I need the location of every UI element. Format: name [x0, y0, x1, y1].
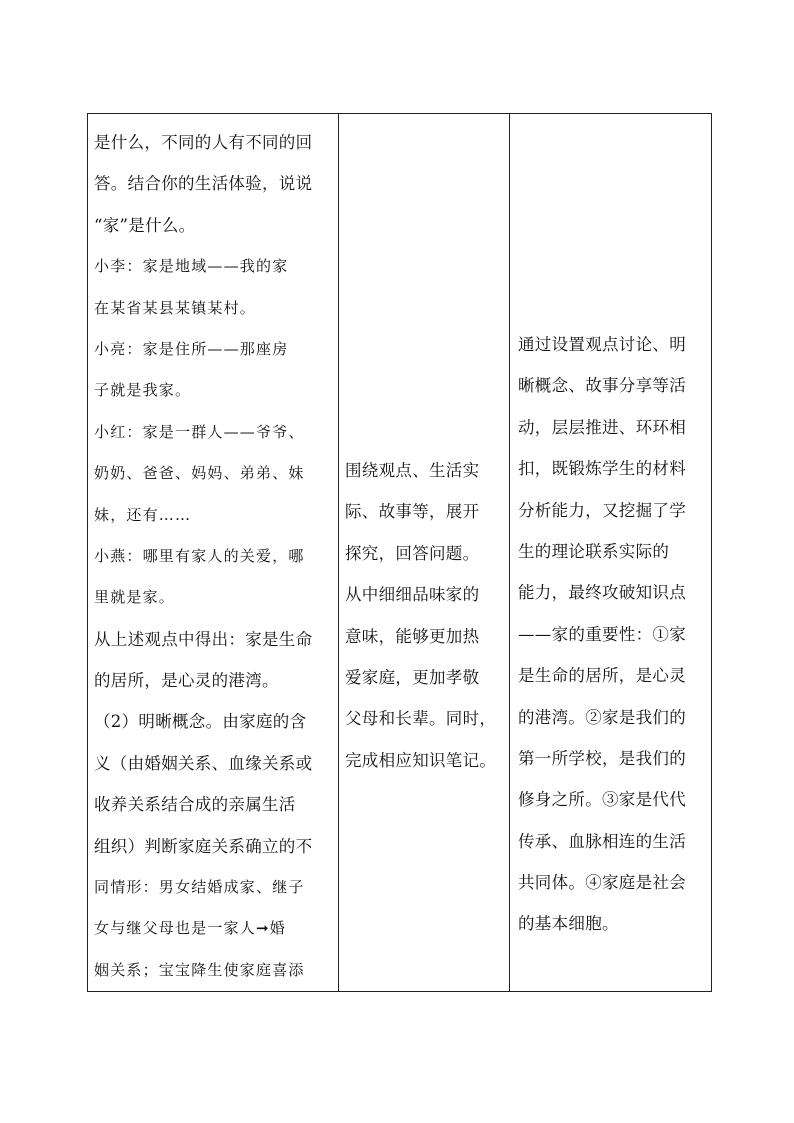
text-line: 妹，还有…… [94, 505, 192, 524]
text-line: 从中细细品味家的 [345, 585, 480, 605]
text-line: 小亮：家是住所——那座房 [94, 339, 289, 358]
text-line: “家”是什么。 [94, 215, 196, 235]
text-line: 能力，最终攻破知识点 [518, 583, 686, 603]
text-line: （2）明晰概念。由家庭的含 [94, 712, 307, 732]
text-line: 姻关系；宝宝降生使家庭喜添 [94, 960, 305, 979]
text-line: 探究，回答问题。 [345, 543, 480, 563]
text-line: 意味，能够更加热 [345, 626, 480, 646]
student-activity-text [339, 114, 509, 781]
text-line: 小红：家是一群人——爷爷、 [94, 422, 305, 441]
text-line: 是生命的居所，是心灵 [518, 666, 686, 686]
design-intent-text [510, 114, 711, 945]
text-line: 组织）判断家庭关系确立的不 [94, 836, 313, 856]
table-row [88, 114, 712, 992]
text-line: 答。结合你的生活体验，说说 [94, 174, 313, 194]
text-line: 义（由婚姻关系、血缘关系或 [94, 753, 313, 773]
text-line: 通过设置观点讨论、明 [518, 335, 686, 354]
text-line: 动，层层推进、环环相 [518, 417, 686, 437]
text-line: 收养关系结合成的亲属生活 [94, 795, 296, 815]
text-line: 际、故事等，展开 [345, 502, 480, 522]
text-line: 传承、血脉相连的生活 [518, 831, 686, 851]
text-line: 第一所学校，是我们的 [518, 748, 686, 768]
teacher-activity-cell [88, 114, 339, 992]
text-line: 父母和长辈。同时， [345, 709, 497, 729]
text-line: 共同体。④家庭是社会 [518, 873, 686, 893]
text-line: 爱家庭，更加孝敬 [345, 667, 480, 687]
text-line: 在某省某县某镇某村。 [94, 298, 257, 317]
text-line: 生的理论联系实际的 [518, 541, 670, 561]
text-line: 小李：家是地域——我的家 [94, 257, 289, 276]
student-activity-cell [339, 114, 510, 992]
text-line: ——家的重要性：①家 [518, 624, 686, 644]
text-line: 是什么，不同的人有不同的回 [94, 133, 313, 152]
text-line: 同情形：男女结婚成家、继子 [94, 878, 305, 897]
text-line: 扣，既锻炼学生的材料 [518, 459, 686, 479]
text-line: 的居所，是心灵的港湾。 [94, 671, 279, 691]
text-line: 里就是家。 [94, 588, 176, 607]
text-line: 围绕观点、生活实 [345, 461, 480, 480]
text-line: 修身之所。③家是代代 [518, 790, 686, 810]
teacher-activity-text [88, 114, 338, 991]
text-line: 奶奶、爸爸、妈妈、弟弟、妹 [94, 464, 305, 483]
text-line: 的基本细胞。 [518, 914, 619, 934]
text-line: 女与继父母也是一家人➞婚 [94, 919, 286, 938]
design-intent-cell [510, 114, 712, 992]
text-line: 的港湾。②家是我们的 [518, 707, 686, 727]
lesson-plan-table [87, 113, 712, 992]
text-line: 小燕：哪里有家人的关爱，哪 [94, 546, 305, 565]
text-line: 子就是我家。 [94, 381, 192, 400]
text-line: 晰概念、故事分享等活 [518, 376, 686, 396]
text-line: 分析能力，又挖掘了学 [518, 500, 686, 520]
text-line: 完成相应知识笔记。 [345, 750, 497, 770]
text-line: 从上述观点中得出：家是生命 [94, 629, 313, 649]
